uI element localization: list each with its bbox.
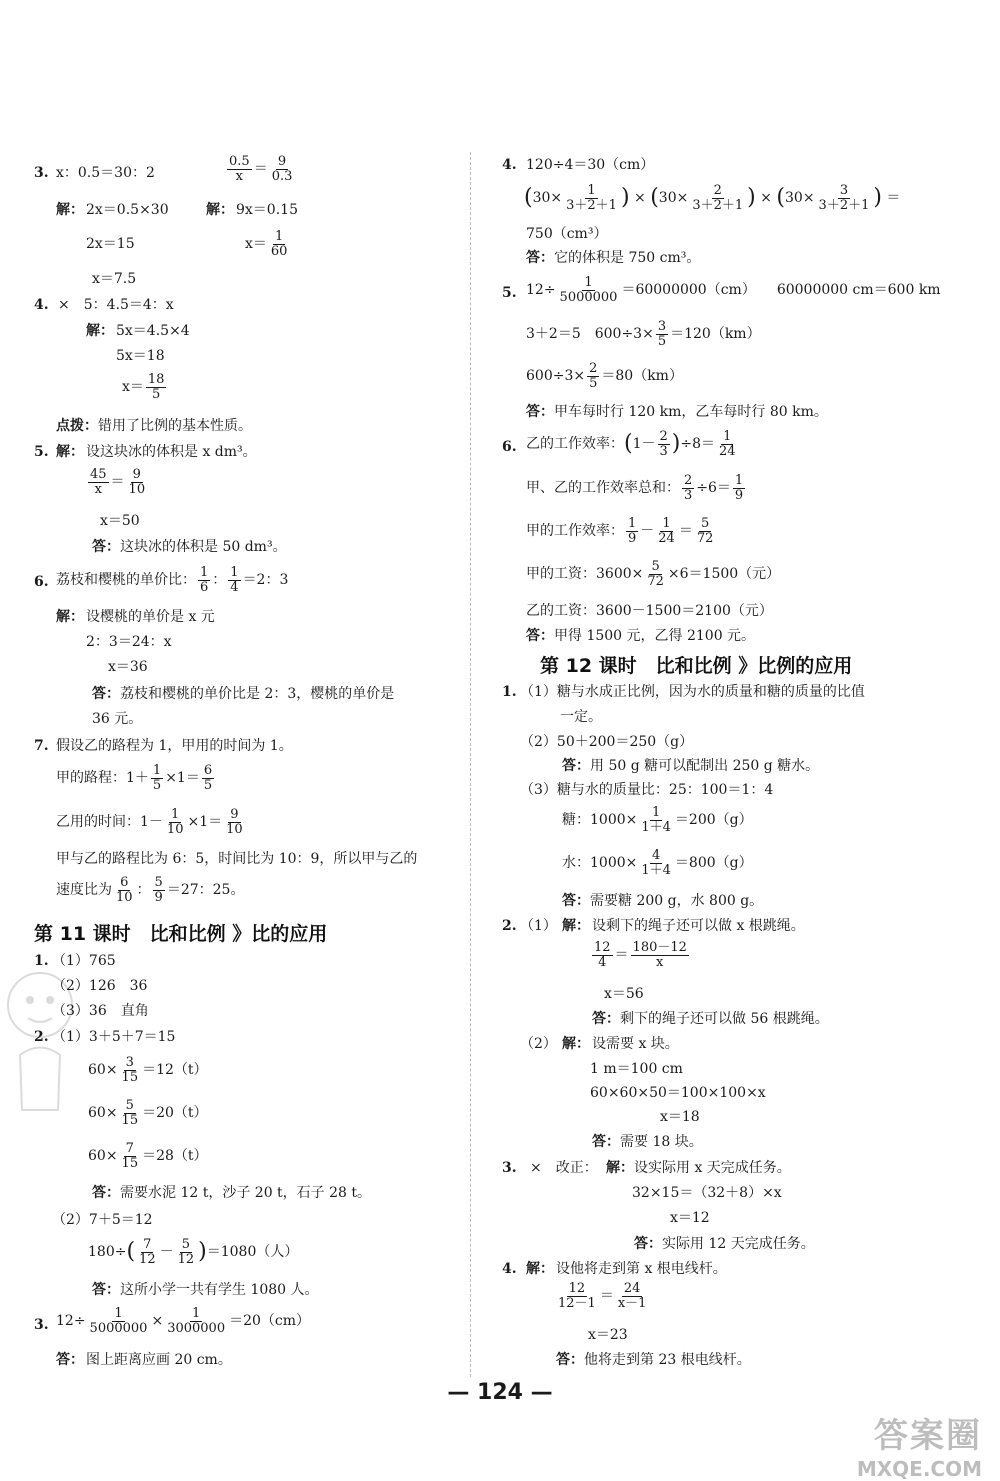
q5-proportion: $\frac{45}{x}$ ＝ $\frac{9}{10}$ [90,467,146,497]
s12-q2-answer: 需要 18 块。 [620,1134,703,1150]
section-heading-12: 第 12 课时 比和比例 》比例的应用 [540,655,853,677]
q6-step: 2：3＝24：x [86,634,172,650]
q5-answer-label: 答： [92,539,120,555]
s12-q3-step: 32×15＝（32＋8）×x [632,1185,782,1201]
s12-q1-step: 水：1000× $\frac{4}{1+4}$ ＝800（g） [562,848,753,878]
s12-q2-setup: 设剩下的绳子还可以做 x 根跳绳。 [592,918,805,934]
q6-number: 6. [34,574,49,590]
q4-number: 4. [34,297,49,313]
s11-q2-step: 60× $\frac{3}{15}$ ＝12（t） [88,1055,208,1085]
s11-q2-part: （2）7＋5＝12 [52,1212,153,1228]
q4-step: x＝ $\frac{18}{5}$ [122,372,165,402]
s11-q2-step: 60× $\frac{5}{15}$ ＝20（t） [88,1098,208,1128]
q6-setup: 设樱桃的单价是 x 元 [86,609,215,625]
fraction: $\frac{1}{1+4}$ [641,805,671,835]
q3-step: 2x＝15 [86,236,135,252]
fraction: $\frac{12}{12-1}$ [558,1281,596,1311]
q7-number: 7. [34,738,49,754]
s12-q2-step: x＝56 [604,986,644,1002]
r-q6-answer: 甲得 1500 元，乙得 2100 元。 [554,628,756,644]
s11-q2-answer: 这所小学一共有学生 1080 人。 [120,1282,319,1298]
fraction: $\frac{5}{72}$ [696,516,714,546]
fraction: $\frac{5}{9}$ [154,875,163,905]
s12-q1-answer-label: 答： [562,893,590,909]
q6-solve-label: 解： [56,609,84,625]
s12-q2-step: 1 m＝100 cm [590,1061,683,1077]
s11-q3-answer-label: 答： [56,1352,84,1368]
s12-q4-answer-label: 答： [556,1352,584,1368]
r-q5-step: 3＋2＝5 600÷3× $\frac{3}{5}$ ＝120（km） [526,319,761,349]
q5-setup: 设这块冰的体积是 x dm³。 [86,444,257,460]
s12-q4-setup: 设他将走到第 x 根电线杆。 [556,1261,727,1277]
r-q6-number: 6. [502,439,517,455]
fraction: $\frac{24}{x-1}$ [617,1281,647,1311]
fraction: $\frac{2}{3}$ [684,473,693,503]
q5-number: 5. [34,444,49,460]
q7-speed-ratio: 速度比为 $\frac{6}{10}$ ： $\frac{5}{9}$ ＝27：25。 [56,875,245,905]
q4-step: 5x＝18 [116,348,165,364]
q3-solve-label: 解： [56,202,84,218]
fraction: $\frac{1}{3+2+1}$ [566,183,617,213]
q4-step: 5x＝4.5×4 [116,323,190,339]
r-q4-number: 4. [502,157,517,173]
s12-q1-answer: 需要糖 200 g，水 800 g。 [590,893,764,909]
q3-solve-label: 解： [206,202,234,218]
r-q5-step: 12÷ $\frac{1}{5000000}$ ＝60000000（cm） 60000000 cm＝600 km [526,275,941,305]
s11-q3-calc: 12÷ $\frac{1}{5000000}$ × $\frac{1}{3000000}$ ＝20（cm） [56,1306,311,1336]
q6-answer-cont: 36 元。 [92,711,143,727]
r-q5-answer: 甲车每时行 120 km，乙车每时行 80 km。 [554,404,828,420]
s12-q1-part-cont: 一定。 [560,709,602,725]
s12-q1-answer: 用 50 g 糖可以配制出 250 g 糖水。 [590,758,820,774]
fraction: $\frac{2}{3}$ [659,429,668,459]
r-q6-step: 甲的工作效率： $\frac{1}{9}$ － $\frac{1}{24}$ ＝ $\frac{5}{72}$ [526,516,714,546]
s11-q3-answer: 图上距离应画 20 cm。 [86,1352,232,1368]
q3-fraction-equation: $\frac{0.5}{x}$ ＝ $\frac{9}{0.3}$ [229,154,293,184]
s12-q3-solve-label: 解： [606,1160,634,1176]
q6-ratio: 荔枝和樱桃的单价比： $\frac{1}{6}$ ： $\frac{1}{4}$ ＝2：3 [56,565,289,595]
column-divider [470,152,471,1377]
page-number: — 124 — [447,1380,553,1405]
fraction: $\frac{1}{5000000}$ [559,275,618,305]
fraction: $\frac{5}{12}$ [177,1237,195,1267]
q5-answer: 这块冰的体积是 50 dm³。 [120,539,287,555]
fraction: $\frac{1}{5000000}$ [89,1306,148,1336]
s12-q1-number: 1. [502,684,517,700]
fraction: $\frac{3}{3+2+1}$ [818,183,870,213]
s12-q3-number: 3. [502,1160,517,1176]
s12-q2-answer: 剩下的绳子还可以做 56 根跳绳。 [620,1011,829,1027]
s11-q2-number: 2. [34,1029,49,1045]
s12-q2-step: 60×60×50＝100×100×x [590,1085,766,1101]
r-q5-number: 5. [502,285,517,301]
s12-q3-answer: 实际用 12 天完成任务。 [662,1236,815,1252]
s12-q2-solve-label: 解： [562,918,590,934]
fraction: $\frac{3}{5}$ [657,319,667,349]
fraction: $\frac{9}{10}$ [128,467,146,497]
q3-step: 9x＝0.15 [236,202,298,218]
s12-q2-setup: 设需要 x 块。 [592,1036,679,1052]
fraction: $\frac{7}{12}$ [139,1237,156,1267]
watermark-url: MXQE.COM [856,1457,982,1481]
fraction: $\frac{6}{10}$ [116,875,133,905]
r-q4-answer-label: 答： [526,250,554,266]
s12-q3-correction: × 改正： [530,1160,598,1176]
q4-tip-label: 点拨： [56,418,98,434]
q4-solve-label: 解： [86,323,114,339]
fraction: $\frac{9}{0.3}$ [271,154,293,184]
q7-conclusion: 甲与乙的路程比为 6：5，时间比为 10：9，所以甲与乙的 [56,851,418,867]
watermark-logo: 答案圈 [874,1416,982,1456]
fraction: $\frac{1}{6}$ [200,565,209,595]
q3-step: x＝ $\frac{1}{60}$ [245,229,288,259]
s11-q1-part: （2）126 36 [52,978,148,994]
q3-step: 2x＝0.5×30 [86,202,169,218]
r-q4-answer: 它的体积是 750 cm³。 [554,250,701,266]
s11-q2-step: 60× $\frac{7}{15}$ ＝28（t） [88,1141,208,1171]
r-q5-answer-label: 答： [526,404,554,420]
s12-q2-answer-label: 答： [592,1134,620,1150]
s11-q2-answer: 需要水泥 12 t，沙子 20 t，石子 28 t。 [120,1185,372,1201]
r-q4-result: 750（cm³） [526,226,608,242]
q7-distance: 甲的路程：1＋ $\frac{1}{5}$ ×1＝ $\frac{6}{5}$ [56,763,213,793]
q6-answer: 荔枝和樱桃的单价比是 2：3，樱桃的单价是 [120,686,395,702]
fraction: $\frac{7}{15}$ [121,1141,139,1171]
s11-q2-answer-label: 答： [92,1185,120,1201]
s12-q2-step: x＝18 [660,1109,700,1125]
fraction: $\frac{9}{10}$ [226,807,243,837]
fraction: $\frac{5}{72}$ [647,559,664,589]
s11-q1-part: （1）765 [52,953,116,969]
fraction: $\frac{180-12}{x}$ [632,940,687,970]
q7-time: 乙用的时间：1－ $\frac{1}{10}$ ×1＝ $\frac{9}{10}$ [56,807,243,837]
s11-q2-part: （1）3＋5＋7＝15 [52,1029,176,1045]
q6-step: x＝36 [108,659,148,675]
watermark [857,1408,982,1481]
fraction: $\frac{45}{x}$ [90,467,107,497]
fraction: $\frac{1}{9}$ [734,473,744,503]
s12-q3-step: x＝12 [670,1210,710,1226]
fraction: $\frac{12}{4}$ [594,940,611,970]
r-q4-step: 120÷4＝30（cm） [526,157,655,173]
q4-tip: 错用了比例的基本性质。 [98,418,252,434]
s12-q4-proportion: $\frac{12}{12-1}$ ＝ $\frac{24}{x-1}$ [558,1281,647,1311]
r-q4-volume: (30× $\frac{1}{3+2+1}$ ) × (30× $\frac{2}{3+2+1}$ ) × (30× $\frac{3}{3+2+1}$ ) ＝ [524,183,901,213]
r-q6-answer-label: 答： [526,628,554,644]
s12-q1-answer-label: 答： [562,758,590,774]
r-q5-step: 600÷3× $\frac{2}{5}$ ＝80（km） [526,361,683,391]
s12-q1-part: （1）糖与水成正比例，因为水的质量和糖的质量的比值 [520,684,865,700]
s12-q2-proportion: $\frac{12}{4}$ ＝ $\frac{180-12}{x}$ [594,940,687,970]
s12-q2-number: 2. [502,918,517,934]
s11-q2-step: 180÷( $\frac{7}{12}$ － $\frac{5}{12}$ )＝1080（人） [88,1237,299,1267]
s11-q3-number: 3. [34,1317,49,1333]
fraction: $\frac{1}{10}$ [166,807,184,837]
fraction: $\frac{1}{9}$ [628,516,637,546]
fraction: $\frac{3}{15}$ [121,1055,139,1085]
s11-q1-number: 1. [34,953,49,969]
fraction: $\frac{1}{3000000}$ [167,1306,226,1336]
q5-solve-label: 解： [56,444,84,460]
r-q6-step: 甲、乙的工作效率总和： $\frac{2}{3}$ ÷6＝ $\frac{1}{9}$ [526,473,744,503]
fraction: $\frac{1}{60}$ [270,229,288,259]
fraction: $\frac{1}{24}$ [658,516,675,546]
fraction: $\frac{0.5}{x}$ [229,154,250,184]
q3-step: x＝7.5 [92,271,137,287]
s11-q1-part: （3）36 直角 [52,1003,149,1019]
fraction: $\frac{4}{1+4}$ [641,848,671,878]
s12-q3-setup: 设实际用 x 天完成任务。 [634,1160,791,1176]
q6-answer-label: 答： [92,686,120,702]
s12-q1-part: （2）50＋200＝250（g） [520,734,694,750]
section-heading-11: 第 11 课时 比和比例 》比的应用 [34,923,328,945]
s11-q2-answer-label: 答： [92,1282,120,1298]
s12-q2-part-label: （2） [520,1036,557,1052]
fraction: $\frac{1}{4}$ [230,565,239,595]
q7-assumption: 假设乙的路程为 1，甲用的时间为 1。 [56,738,293,754]
s12-q3-answer-label: 答： [634,1236,662,1252]
s12-q1-part: （3）糖与水的质量比：25：100＝1：4 [520,782,774,798]
fraction: $\frac{2}{5}$ [589,361,598,391]
s12-q2-answer-label: 答： [592,1011,620,1027]
q5-step: x＝50 [100,513,140,529]
s12-q2-solve-label: 解： [562,1036,590,1052]
q3-equation: x：0.5＝30：2 [56,165,155,181]
s12-q2-part-label: （1） [520,918,557,934]
s12-q4-number: 4. [502,1261,517,1277]
r-q6-step: 乙的工资：3600－1500＝2100（元） [526,603,773,619]
s12-q4-answer: 他将走到第 23 根电线杆。 [584,1352,751,1368]
fraction: $\frac{18}{5}$ [147,372,165,402]
r-q6-step: 甲的工资：3600× $\frac{5}{72}$ ×6＝1500（元） [526,559,781,589]
s12-q4-solve-label: 解： [526,1261,554,1277]
q3-number: 3. [34,165,49,181]
fraction: $\frac{1}{5}$ [152,763,162,793]
s12-q1-step: 糖：1000× $\frac{1}{1+4}$ ＝200（g） [562,805,753,835]
fraction: $\frac{1}{24}$ [719,429,736,459]
r-q6-step: 乙的工作效率：(1－ $\frac{2}{3}$ )÷8＝ $\frac{1}{24}$ [526,429,736,459]
fraction: $\frac{2}{3+2+1}$ [692,183,744,213]
s12-q4-step: x＝23 [588,1327,628,1343]
fraction: $\frac{6}{5}$ [203,763,213,793]
fraction: $\frac{5}{15}$ [121,1098,139,1128]
q4-equation: × 5：4.5＝4：x [58,297,174,313]
